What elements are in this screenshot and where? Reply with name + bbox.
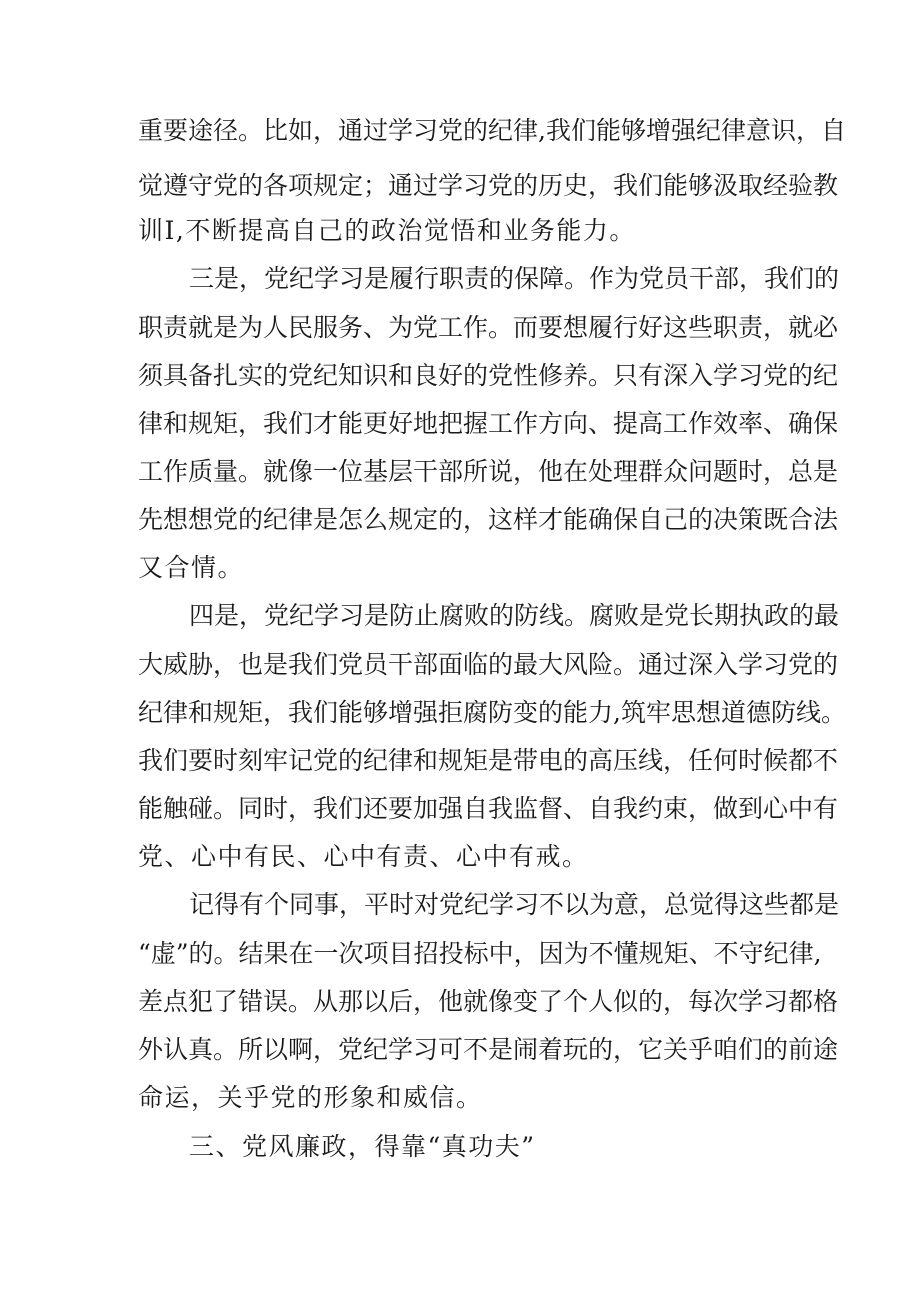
text-line: 党、心中有民、心中有责、心中有戒。 — [138, 842, 589, 871]
text-line: 大威胁，也是我们党员干部面临的最大风险。通过深入学习党的 — [138, 650, 839, 679]
text-line: 须具备扎实的党纪知识和良好的党性修养。只有深入学习党的纪 — [138, 361, 839, 390]
section-heading: 三、党风廉政，得靠“真功夫” — [189, 1132, 536, 1161]
text-line: 我们要时刻牢记党的纪律和规矩是带电的高压线，任何时候都不 — [138, 746, 839, 775]
text-line: 觉遵守党的各项规定；通过学习党的历史，我们能够汲取经验教 — [138, 171, 839, 200]
text-line: “虚”的。结果在一次项目招投标中，因为不懂规矩、不守纪律, — [138, 939, 822, 968]
text-line: 重要途径。比如，通过学习党的纪律,我们能够增强纪律意识，自 — [138, 116, 846, 145]
text-line: 纪律和规矩，我们能够增强拒腐防变的能力,筑牢思想道德防线。 — [138, 698, 846, 727]
text-line: 又合情。 — [138, 553, 245, 582]
paragraph-start-line: 记得有个同事，平时对党纪学习不以为意，总觉得这些都是 — [189, 890, 840, 919]
text-line: 律和规矩，我们才能更好地把握工作方向、提高工作效率、确保 — [138, 409, 839, 438]
paragraph-start-line: 四是，党纪学习是防止腐败的防线。腐败是党长期执政的最 — [189, 601, 840, 630]
text-line: 外认真。所以啊，党纪学习可不是闹着玩的，它关乎咱们的前途 — [138, 1035, 839, 1064]
text-line: 工作质量。就像一位基层干部所说，他在处理群众问题时，总是 — [138, 457, 839, 486]
text-line: 命运，关乎党的形象和威信。 — [138, 1083, 483, 1112]
text-line: 训I,不断提高自己的政治觉悟和业务能力。 — [138, 216, 636, 245]
text-line: 职责就是为人民服务、为党工作。而要想履行好这些职责，就必 — [138, 313, 839, 342]
text-line: 差点犯了错误。从那以后，他就像变了个人似的，每次学习都格 — [138, 987, 839, 1016]
paragraph-start-line: 三是，党纪学习是履行职责的保障。作为党员干部，我们的 — [189, 264, 840, 293]
text-line: 先想想党的纪律是怎么规定的，这样才能确保自己的决策既合法 — [138, 505, 839, 534]
text-line: 能触碰。同时，我们还要加强自我监督、自我约束，做到心中有 — [138, 794, 839, 823]
